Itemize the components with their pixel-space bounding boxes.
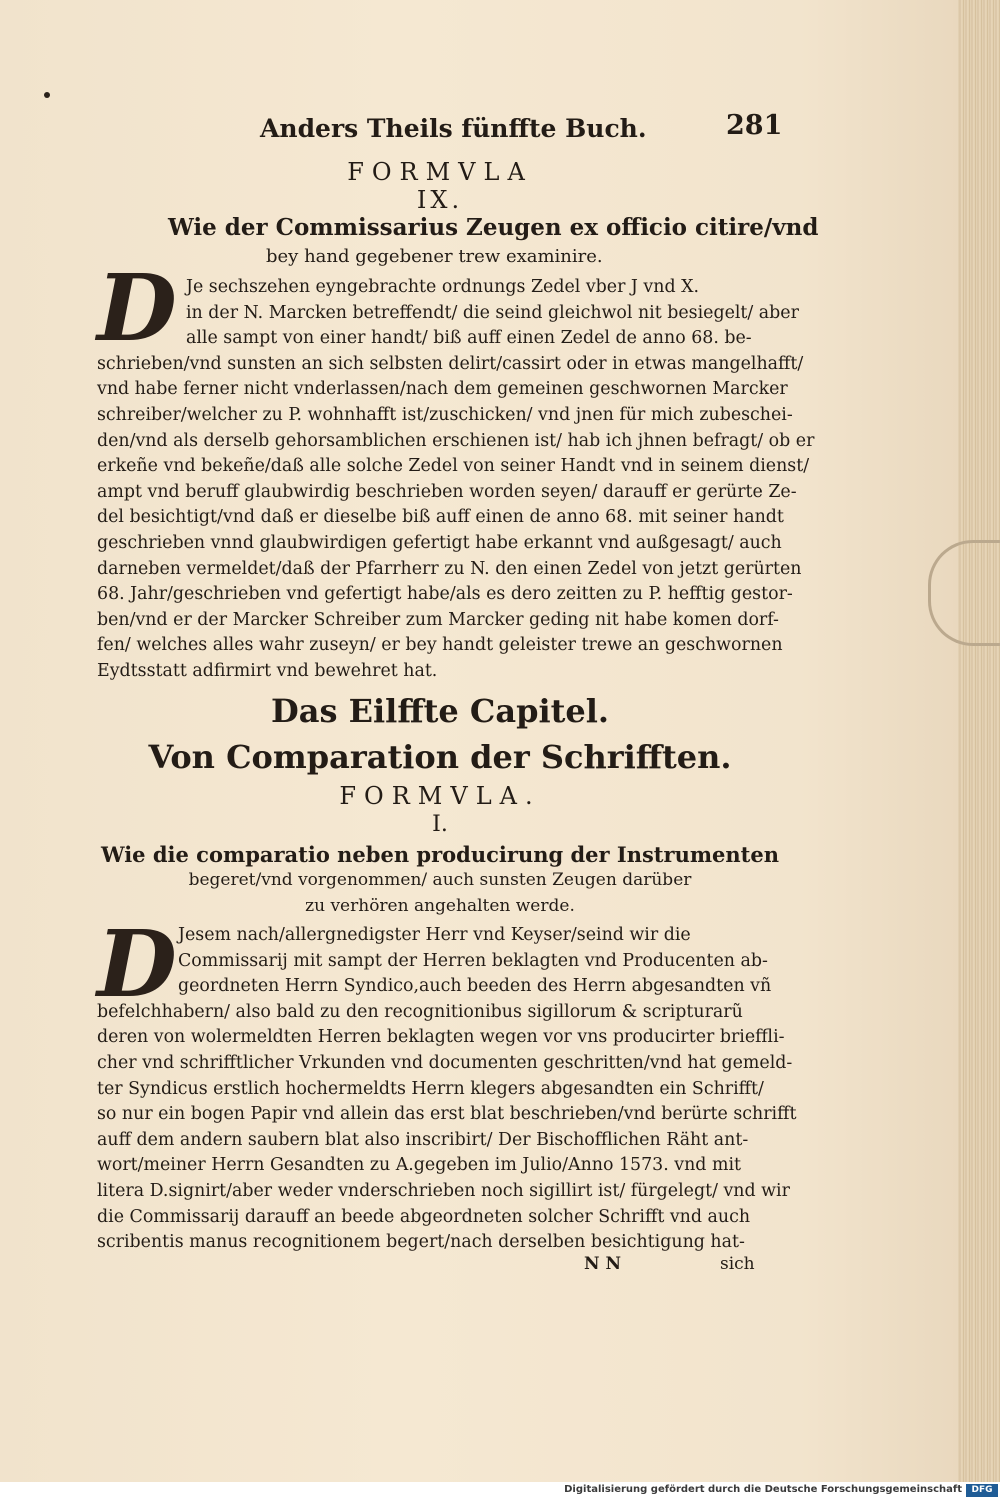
text-line: so nur ein bogen Papir vnd allein das erst blat beschrieben/vnd berürte schrifft (97, 1104, 797, 1125)
formula-title-line: zu verhören angehalten werde. (305, 896, 575, 916)
formula-heading: FORMVLA. (339, 782, 541, 810)
text-line: die Commissarij darauff an beede abgeordneten solcher Schrifft vnd auch (97, 1206, 751, 1227)
text-line: den/vnd als derselb gehorsamblichen erschienen ist/ hab ich jhnen befragt/ ob er (97, 430, 815, 451)
formula-number: IX. (416, 186, 464, 214)
chapter-title: Das Eilffte Capitel. (270, 692, 610, 730)
text-line: Jesem nach/allergnedigster Herr vnd Keyser/seind wir die (178, 925, 691, 945)
running-header: Anders Theils fünffte Buch. (260, 114, 647, 143)
text-line: 68. Jahr/geschrieben vnd gefertigt habe/als es dero zeitten zu P. hefftig gestor- (97, 584, 793, 605)
text-line: ter Syndicus erstlich hochermeldts Herrn klegers abgesandten ein Schrifft/ (97, 1078, 764, 1099)
text-line: ampt vnd beruff glaubwirdig beschrieben worden seyen/ darauff er gerürte Ze- (97, 481, 797, 502)
text-line: schrieben/vnd sunsten an sich selbsten delirt/cassirt oder in etwas mangelhafft/ (97, 353, 804, 374)
drop-cap-initial: D (97, 254, 177, 362)
dfg-logo: DFG (966, 1484, 998, 1497)
text-line: litera D.signirt/aber weder vnderschrieben noch sigillirt ist/ fürgelegt/ vnd wir (97, 1181, 790, 1201)
catchword: sich (720, 1254, 755, 1274)
signature-mark: N N (584, 1254, 621, 1274)
text-line: geordneten Herrn Syndico,auch beeden des Herrn abgesandten vñ (178, 976, 772, 997)
text-line: erkeñe vnd bekeñe/daß alle solche Zedel von seiner Handt vnd in seinem dienst/ (97, 456, 810, 477)
footer-bar (0, 1482, 1000, 1500)
text-line: Commissarij mit sampt der Herren beklagten vnd Producenten ab- (178, 950, 768, 971)
text-line: wort/meiner Herrn Gesandten zu A.gegeben im Julio/Anno 1573. vnd mit (97, 1155, 742, 1176)
formula-title-line: begeret/vnd vorgenommen/ auch sunsten Zeugen darüber (188, 870, 692, 890)
footer-credit: Digitalisierung gefördert durch die Deutsche Forschungsgemeinschaft (564, 1484, 962, 1495)
text-line: del besichtigt/vnd daß er dieselbe biß auff einen de anno 68. mit seiner handt (97, 507, 784, 528)
text-line: fen/ welches alles wahr zuseyn/ er bey handt geleister trewe an geschwornen (97, 635, 783, 656)
text-line: scribentis manus recognitionem begert/nach derselben besichtigung hat- (97, 1232, 745, 1253)
formula-title-line: bey hand gegebener trew examinire. (266, 246, 603, 267)
formula-title-line: Wie die comparatio neben producirung der Instrumenten (100, 842, 780, 867)
text-line: befelchhabern/ also bald zu den recognitionibus sigillorum & scripturarũ (97, 1001, 743, 1022)
text-line: deren von wolermeldten Herren beklagten wegen vor vns producirter brieffli- (97, 1027, 785, 1048)
chapter-subtitle: Von Comparation der Schrifften. (148, 738, 732, 776)
formula-number: I. (432, 812, 448, 837)
text-line: ben/vnd er der Marcker Schreiber zum Marcker geding nit habe komen dorf- (97, 609, 779, 630)
page-edge-stack (958, 0, 1000, 1482)
formula-title-line: Wie der Commissarius Zeugen ex officio citire/vnd (168, 214, 819, 241)
drop-cap-initial: D (97, 910, 177, 1018)
text-line: vnd habe ferner nicht vnderlassen/nach dem gemeinen geschwornen Marcker (97, 379, 788, 400)
text-line: darneben vermeldet/daß der Pfarrherr zu N. den einen Zedel von jetzt gerürten (97, 558, 802, 579)
page-number: 281 (726, 110, 783, 141)
text-line: geschrieben vnnd glaubwirdigen gefertigt habe erkannt vnd außgesagt/ auch (97, 533, 782, 553)
text-line: Eydtsstatt adfirmirt vnd bewehret hat. (97, 661, 438, 681)
formula-heading: FORMVLA (347, 158, 533, 186)
text-line: cher vnd schrifftlicher Vrkunden vnd documenten geschritten/vnd hat gemeld- (97, 1053, 793, 1073)
paper-clip-mark (928, 540, 1000, 646)
ink-spot (44, 92, 50, 98)
text-line: schreiber/welcher zu P. wohnhafft ist/zuschicken/ vnd jnen für mich zubeschei- (97, 405, 793, 425)
text-line: in der N. Marcken betreffendt/ die seind gleichwol nit besiegelt/ aber (186, 302, 799, 323)
text-line: Je sechszehen eyngebrachte ordnungs Zedel vber J vnd X. (186, 277, 700, 297)
text-line: alle sampt von einer handt/ biß auff einen Zedel de anno 68. be- (186, 328, 752, 349)
text-line: auff dem andern saubern blat also inscribirt/ Der Bischofflichen Räht ant- (97, 1129, 749, 1150)
